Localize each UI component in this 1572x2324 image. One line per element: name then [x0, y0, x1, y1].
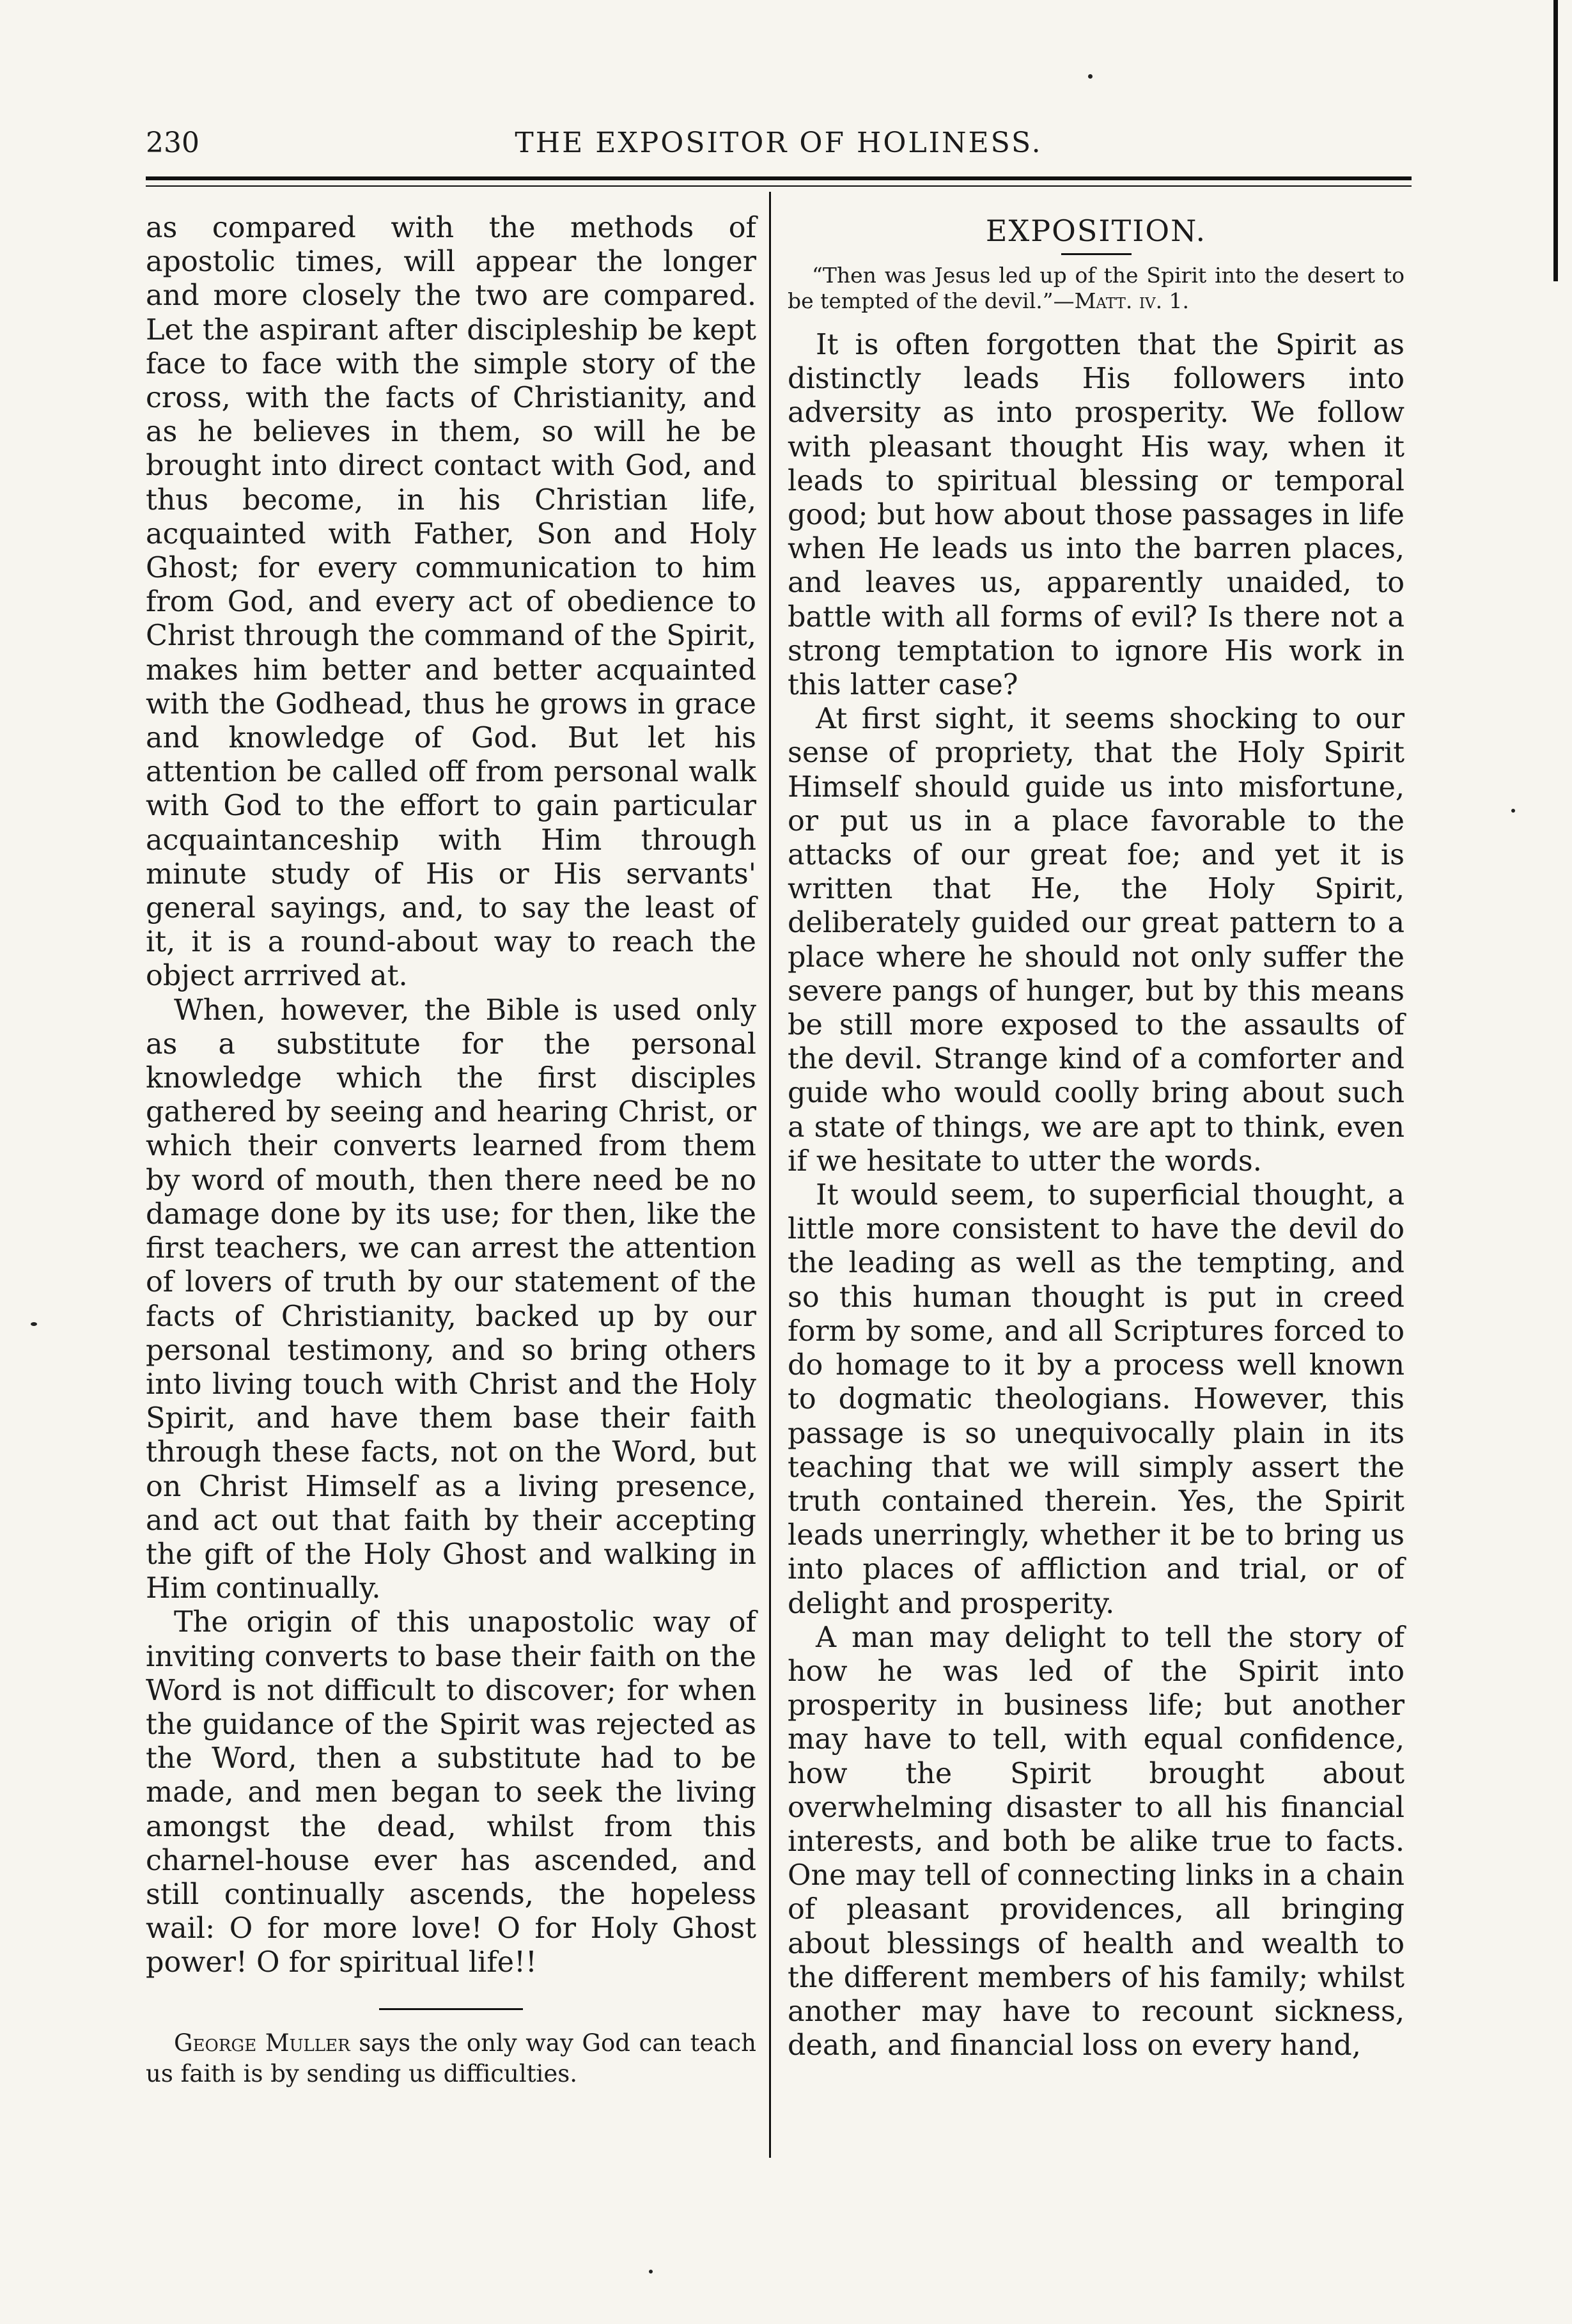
epigraph-quote: “Then was Jesus led up of the Spirit into the desert to be tempted of the devil.”— [788, 263, 1405, 313]
quote-author: George Muller [174, 2029, 350, 2057]
right-column [788, 211, 1405, 2063]
margin-edge-line [1553, 0, 1558, 281]
quote-text: says the only way God can teach us faith is by sending us difficulties. [146, 2029, 757, 2087]
header-rule-thick [146, 176, 1412, 180]
footnote-quote [146, 2028, 756, 2089]
epigraph [788, 263, 1405, 314]
ink-speck [31, 1322, 37, 1326]
paragraph: It is often forgotten that the Spirit as distinctly leads His followers into adversity as into prosperity. We follow with pleasant thought His way, when it leads to spiritual blessing or temporal good; but how about those passages in life when He leads us into the barren places, and leaves us, apparently unaided, to battle with all forms of evil? Is there not a strong temptation to ignore His work in this latter case? [788, 329, 1405, 702]
heading-rule [1061, 253, 1132, 255]
journal-title: THE EXPOSITOR OF HOLINESS. [515, 127, 1043, 159]
paragraph: A man may delight to tell the story of how he was led of the Spirit into prosperity in business life; but another may have to tell, with equal confidence, how the Spirit brought about overwhelming disaster to all his financial interests, and both be alike true to facts. One may tell of connecting links in a chain of pleasant providences, all bringing about blessings of health and wealth to the different members of his family; whilst another may have to recount sickness, death, and financial loss on every hand, [788, 1621, 1405, 2063]
paragraph: It would seem, to superficial thought, a little more consistent to have the devil do the leading as well as the tempting, and so this human thought is put in creed form by some, and all Scriptures forced to do homage to it by a process well known to dogmatic theologians. However, this passage is so unequivocally plain in its teaching that we will simply assert the truth contained therein. Yes, the Spirit leads unerringly, whether it be to bring us into places of affliction and trial, or of delight and prosperity. [788, 1179, 1405, 1620]
column-divider [769, 192, 771, 2158]
epigraph-reference: Matt. iv. 1. [1074, 288, 1190, 313]
running-header [146, 120, 1412, 165]
left-column [146, 211, 756, 2089]
section-heading: EXPOSITION. [985, 214, 1207, 248]
note-separator-rule [379, 2008, 523, 2010]
ink-speck [649, 2270, 653, 2273]
header-rule-thin [146, 185, 1412, 187]
page-number: 230 [146, 127, 199, 159]
ink-speck [1088, 74, 1093, 79]
paragraph: When, however, the Bible is used only as a substitute for the personal knowledge which the first disciples gathered by seeing and hearing Christ, or which their converts learned from them by word of mouth, then there need be no damage done by its use; for then, like the first teachers, we can arrest the attention of lovers of truth by our statement of the facts of Christianity, backed up by our personal testimony, and so bring others into living touch with Christ and the Holy Spirit, and have them base their faith through these facts, not on the Word, but on Christ Himself as a living presence, and act out that faith by their accepting the gift of the Holy Ghost and walking in Him continually. [146, 994, 756, 1605]
paragraph: At first sight, it seems shocking to our sense of propriety, that the Holy Spirit Himself should guide us into misfortune, or put us in a place favorable to the attacks of our great foe; and yet it is written that He, the Holy Spirit, deliberately guided our great pattern to a place where he should not only suffer the severe pangs of hunger, but by this means be still more exposed to the assaults of the devil. Strange kind of a comforter and guide who would coolly bring about such a state of things, we are apt to think, even if we hesitate to utter the words. [788, 703, 1405, 1178]
ink-speck [1511, 809, 1515, 813]
paragraph: The origin of this unapostolic way of inviting converts to base their faith on the Word is not difficult to discover; for when the guidance of the Spirit was rejected as the Word, then a substitute had to be made, and men began to seek the living amongst the dead, whilst from this charnel-house ever has ascended, and still continually ascends, the hopeless wail: O for more love! O for Holy Ghost power! O for spiritual life!! [146, 1606, 756, 1979]
paragraph: as compared with the methods of apostolic times, will appear the longer and more closely the two are compared. Let the aspirant after discipleship be kept face to face with the simple story of the cross, with the facts of Christianity, and as he believes in them, so will he be brought into direct contact with God, and thus become, in his Christian life, acquainted with Father, Son and Holy Ghost; for every communication to him from God, and every act of obedience to Christ through the command of the Spirit, makes him better and better acquainted with the Godhead, thus he grows in grace and knowledge of God. But let his attention be called off from personal walk with God to the effort to gain particular acquaintanceship with Him through minute study of His or His servants' general sayings, and, to say the least of it, it is a round-about way to reach the object arrrived at. [146, 212, 756, 993]
